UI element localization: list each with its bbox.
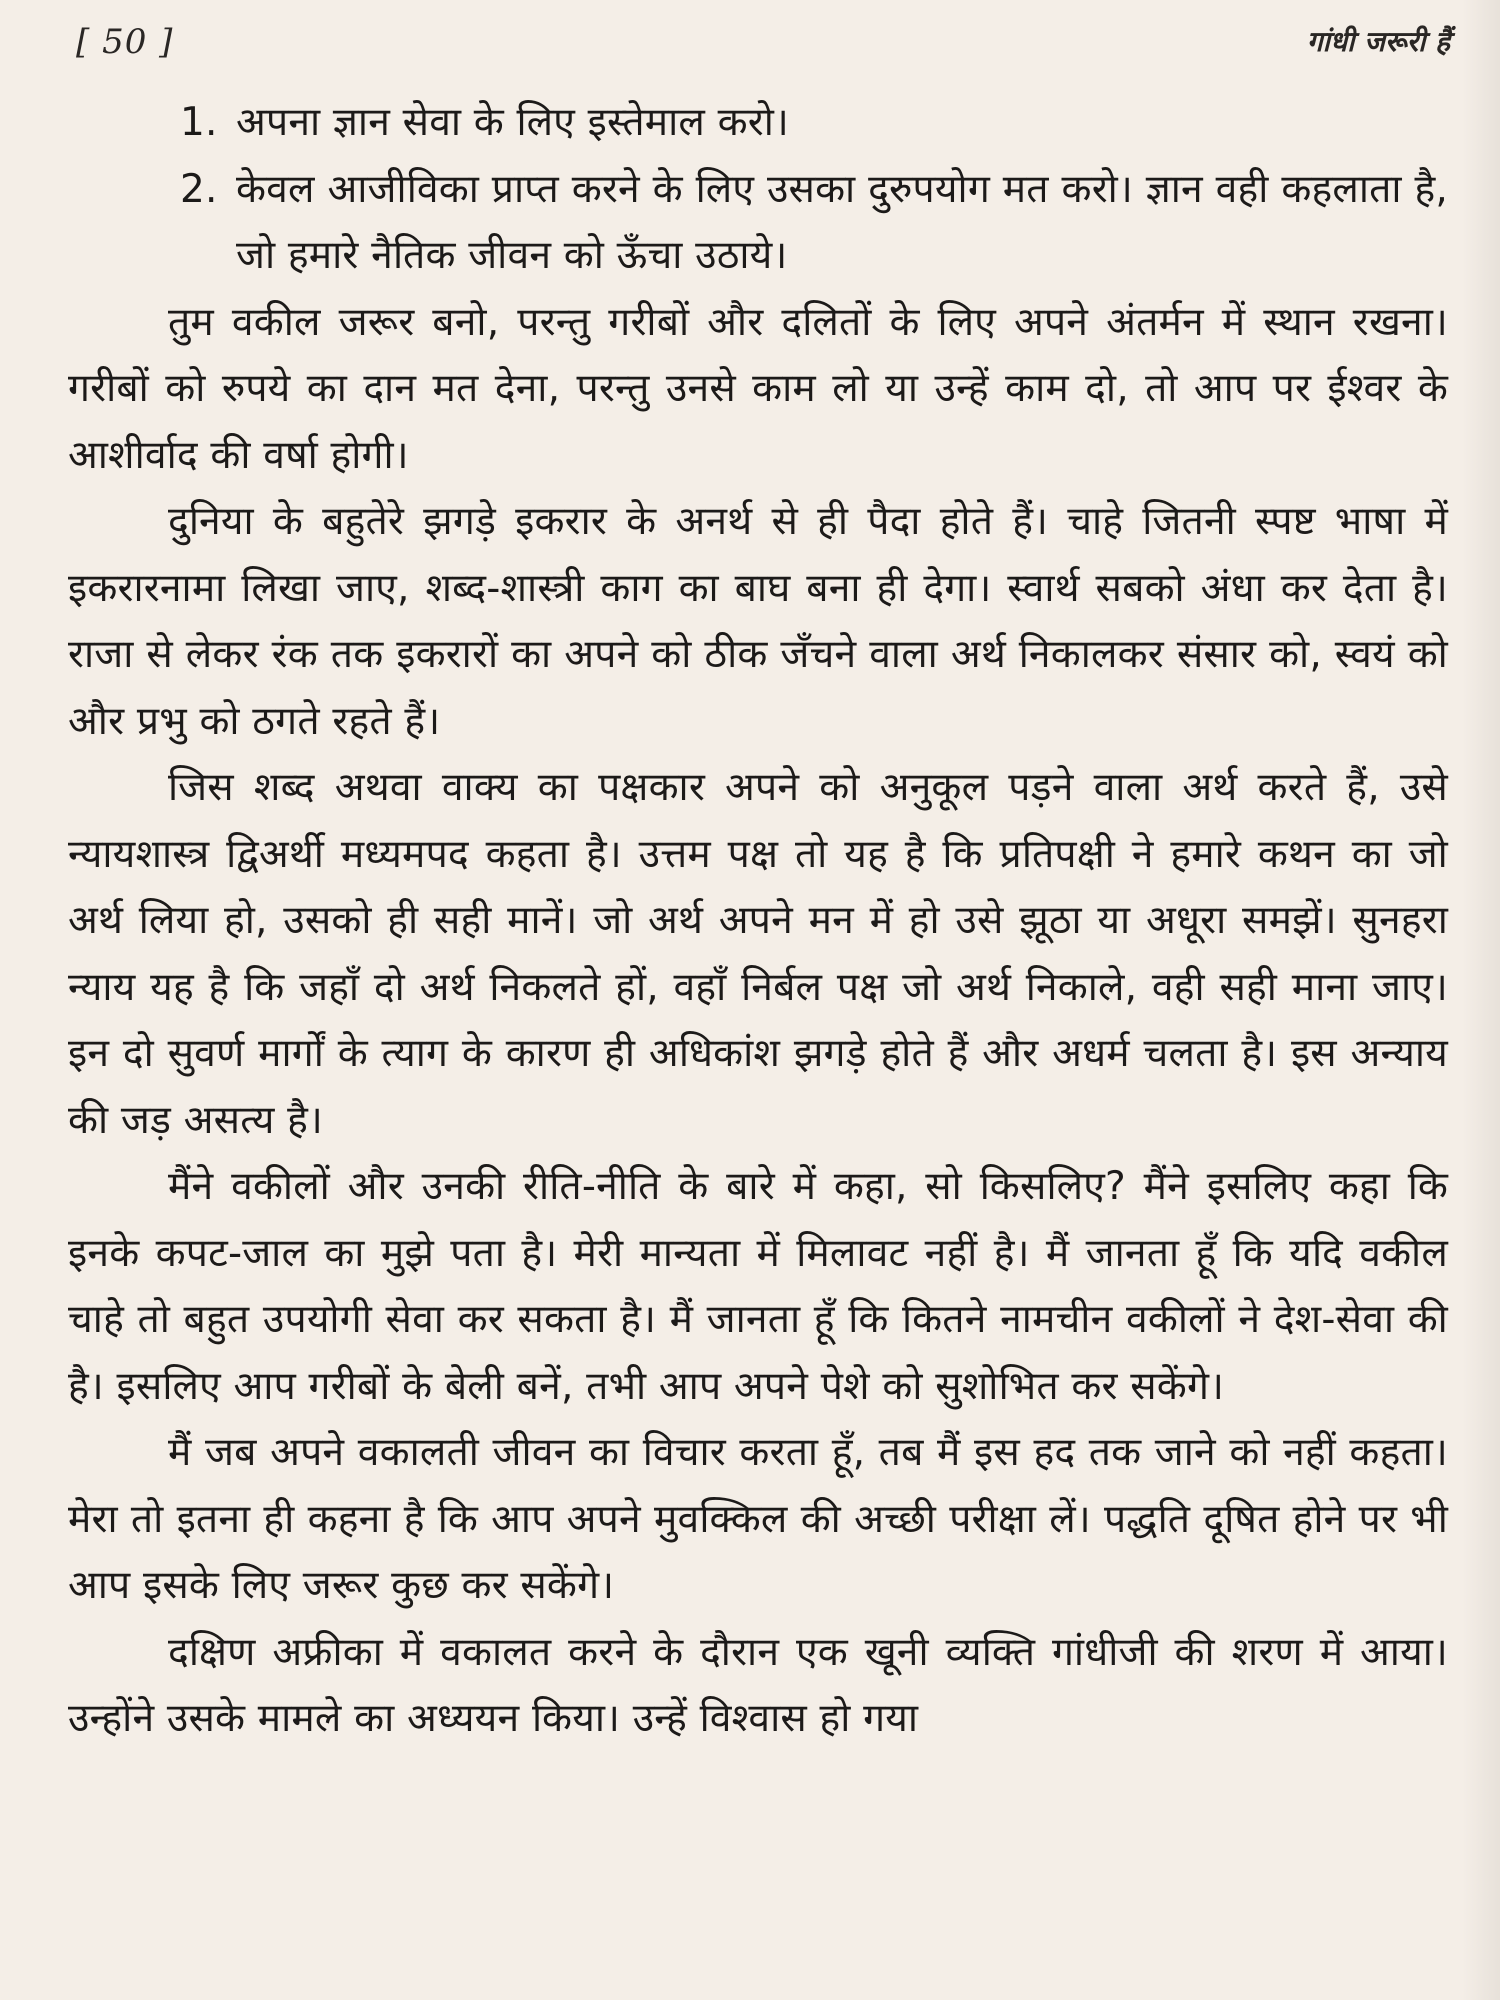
list-item-number: 2.	[180, 166, 218, 212]
page-number: [ 50 ]	[76, 22, 174, 62]
page-body	[68, 90, 1448, 1753]
paragraph: मैंने वकीलों और उनकी रीति-नीति के बारे में कहा, सो किसलिए? मैंने इसलिए कहा कि इनके कपट-जाल का मुझे पता है। मेरी मान्यता में मिलावट नहीं है। मैं जानता हूँ कि यदि वकील चाहे तो बहुत उपयोगी सेवा कर सकता है। मैं जानता हूँ कि कितने नामचीन वकीलों ने देश-सेवा की है। इसलिए आप गरीबों के बेली बनें, तभी आप अपने पेशे को सुशोभित कर सकेंगे।	[68, 1164, 1448, 1409]
running-title: गांधी जरूरी हैं	[1306, 25, 1450, 58]
paragraph: जिस शब्द अथवा वाक्य का पक्षकार अपने को अनुकूल पड़ने वाला अर्थ करते हैं, उसे न्यायशास्त्र द्विअर्थी मध्यमपद कहता है। उत्तम पक्ष तो यह है कि प्रतिपक्षी ने हमारे कथन का जो अर्थ लिया हो, उसको ही सही मानें। जो अर्थ अपने मन में हो उसे झूठा या अधूरा समझें। सुनहरा न्याय यह है कि जहाँ दो अर्थ निकलते हों, वहाँ निर्बल पक्ष जो अर्थ निकाले, वही सही माना जाए। इन दो सुवर्ण मार्गों के त्याग के कारण ही अधिकांश झगड़े होते हैं और अधर्म चलता है। इस अन्याय की जड़ असत्य है।	[68, 765, 1448, 1143]
paragraph: तुम वकील जरूर बनो, परन्तु गरीबों और दलितों के लिए अपने अंतर्मन में स्थान रखना। गरीबों को रुपये का दान मत देना, परन्तु उनसे काम लो या उन्हें काम दो, तो आप पर ईश्वर के आशीर्वाद की वर्षा होगी।	[68, 299, 1448, 478]
list-item	[180, 157, 1448, 290]
paragraph: दक्षिण अफ्रीका में वकालत करने के दौरान एक खूनी व्यक्ति गांधीजी की शरण में आया। उन्होंने उसके मामले का अध्ययन किया। उन्हें विश्वास हो गया	[68, 1629, 1448, 1741]
list-item-text: अपना ज्ञान सेवा के लिए इस्तेमाल करो।	[236, 100, 790, 145]
list-item-number: 1.	[180, 100, 218, 145]
list-item	[180, 90, 1448, 157]
paragraph: मैं जब अपने वकालती जीवन का विचार करता हूँ, तब मैं इस हद तक जाने को नहीं कहता। मेरा तो इतना ही कहना है कि आप अपने मुवक्किल की अच्छी परीक्षा लें। पद्धति दूषित होने पर भी आप इसके लिए जरूर कुछ कर सकेंगे।	[68, 1430, 1448, 1608]
list-item-text: केवल आजीविका प्राप्त करने के लिए उसका दुरुपयोग मत करो। ज्ञान वही कहलाता है, जो हमारे नैतिक जीवन को ऊँचा उठाये।	[236, 166, 1448, 278]
page-header	[76, 14, 1450, 74]
paragraph: दुनिया के बहुतेरे झगड़े इकरार के अनर्थ से ही पैदा होते हैं। चाहे जितनी स्पष्ट भाषा में इकरारनामा लिखा जाए, शब्द-शास्त्री काग का बाघ बना ही देगा। स्वार्थ सबको अंधा कर देता है। राजा से लेकर रंक तक इकरारों का अपने को ठीक जँचने वाला अर्थ निकालकर संसार को, स्वयं को और प्रभु को ठगते रहते हैं।	[68, 499, 1448, 744]
page-edge-shadow	[1462, 0, 1500, 2000]
